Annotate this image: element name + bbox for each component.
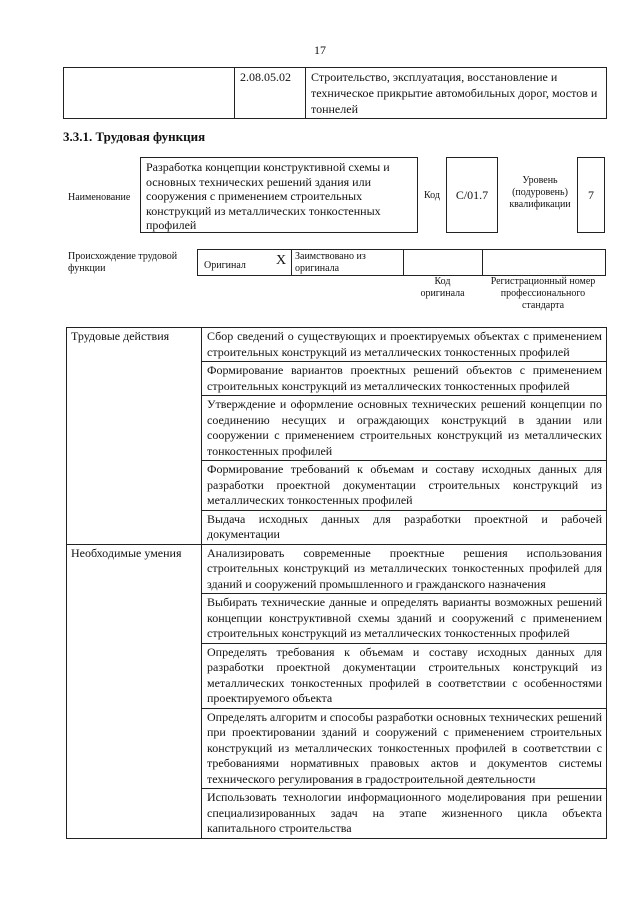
skill-item: Определять алгоритм и способы разработки основных технических решений при проектировании зданий и сооружений с применением строительных конструкций из металлических тонкостенных профилей в соответствии с требованиями нормативных правовых актов и документов системы технического регулирования в градостроительной деятельности	[202, 708, 607, 789]
reg-number-label: Регистрационный номер профессионального стандарта	[490, 276, 596, 311]
labor-action-item: Утверждение и оформление основных технических решений концепции по соединению несущих и ограждающих конструкций в здании или сооружении с применением строительных конструкций из металлических тонкостенных профилей	[202, 396, 607, 461]
function-name: Разработка концепции конструктивной схемы и основных технических решений здания или сооружения с применением строительных конструкций из металлических тонкостенных профилей	[140, 157, 418, 233]
skills-label: Необходимые умения	[67, 544, 202, 838]
skill-item: Определять требования к объемам и составу исходных данных для разработки проектной документации строительных конструкций из металлических тонкостенных профилей в соответствии с особенностями проектируемого объекта	[202, 643, 607, 708]
level-label: Уровень (подуровень) квалификации	[509, 175, 571, 210]
section-title: 3.3.1. Трудовая функция	[63, 129, 206, 144]
skill-item: Анализировать современные проектные решения использования строительных конструкций из металлических тонкостенных профилей для зданий и сооружений промышленного и гражданского назначения	[202, 544, 607, 594]
original-mark: X	[276, 253, 287, 268]
origin-divider-1	[291, 249, 292, 276]
top-table-code: 2.08.05.02	[235, 68, 306, 119]
top-table-empty-cell	[64, 68, 235, 119]
borrowed-label: Заимствовано из оригинала	[295, 251, 366, 274]
top-table-name: Строительство, эксплуатация, восстановление и техническое прикрытие автомобильных дорог, мостов и тоннелей	[306, 68, 607, 119]
top-table	[63, 67, 607, 119]
code-original-label: Код оригинала	[420, 276, 465, 299]
origin-divider-2	[403, 249, 404, 276]
name-label: Наименование	[68, 192, 131, 203]
labor-action-item: Выдача исходных данных для разработки проектной и рабочей документации	[202, 510, 607, 544]
origin-divider-3	[482, 249, 483, 276]
origin-row	[197, 249, 606, 276]
main-table	[66, 327, 607, 839]
skill-item: Использовать технологии информационного моделирования при решении специализированных задач на этапе жизненного цикла объекта капитального строительства	[202, 789, 607, 839]
labor-action-item: Формирование требований к объемам и составу исходных данных для разработки проектной документации строительных конструкций из металлических тонкостенных профилей	[202, 461, 607, 511]
labor-action-item: Сбор сведений о существующих и проектируемых объектах с применением строительных конструкций из металлических тонкостенных профилей	[202, 328, 607, 362]
page-number: 17	[314, 43, 326, 57]
skill-item: Выбирать технические данные и определять варианты возможных решений концепции конструктивной схемы зданий и сооружений с применением строительных конструкций из металлических тонкостенных профилей	[202, 594, 607, 644]
labor-action-item: Формирование вариантов проектных решений объектов с применением строительных конструкций из металлических тонкостенных профилей	[202, 362, 607, 396]
origin-label: Происхождение трудовой функции	[68, 251, 178, 274]
qualification-level: 7	[577, 157, 605, 233]
function-code: С/01.7	[446, 157, 498, 233]
original-label: Оригинал	[204, 260, 246, 271]
labor-actions-label: Трудовые действия	[67, 328, 202, 545]
code-label: Код	[424, 190, 440, 201]
